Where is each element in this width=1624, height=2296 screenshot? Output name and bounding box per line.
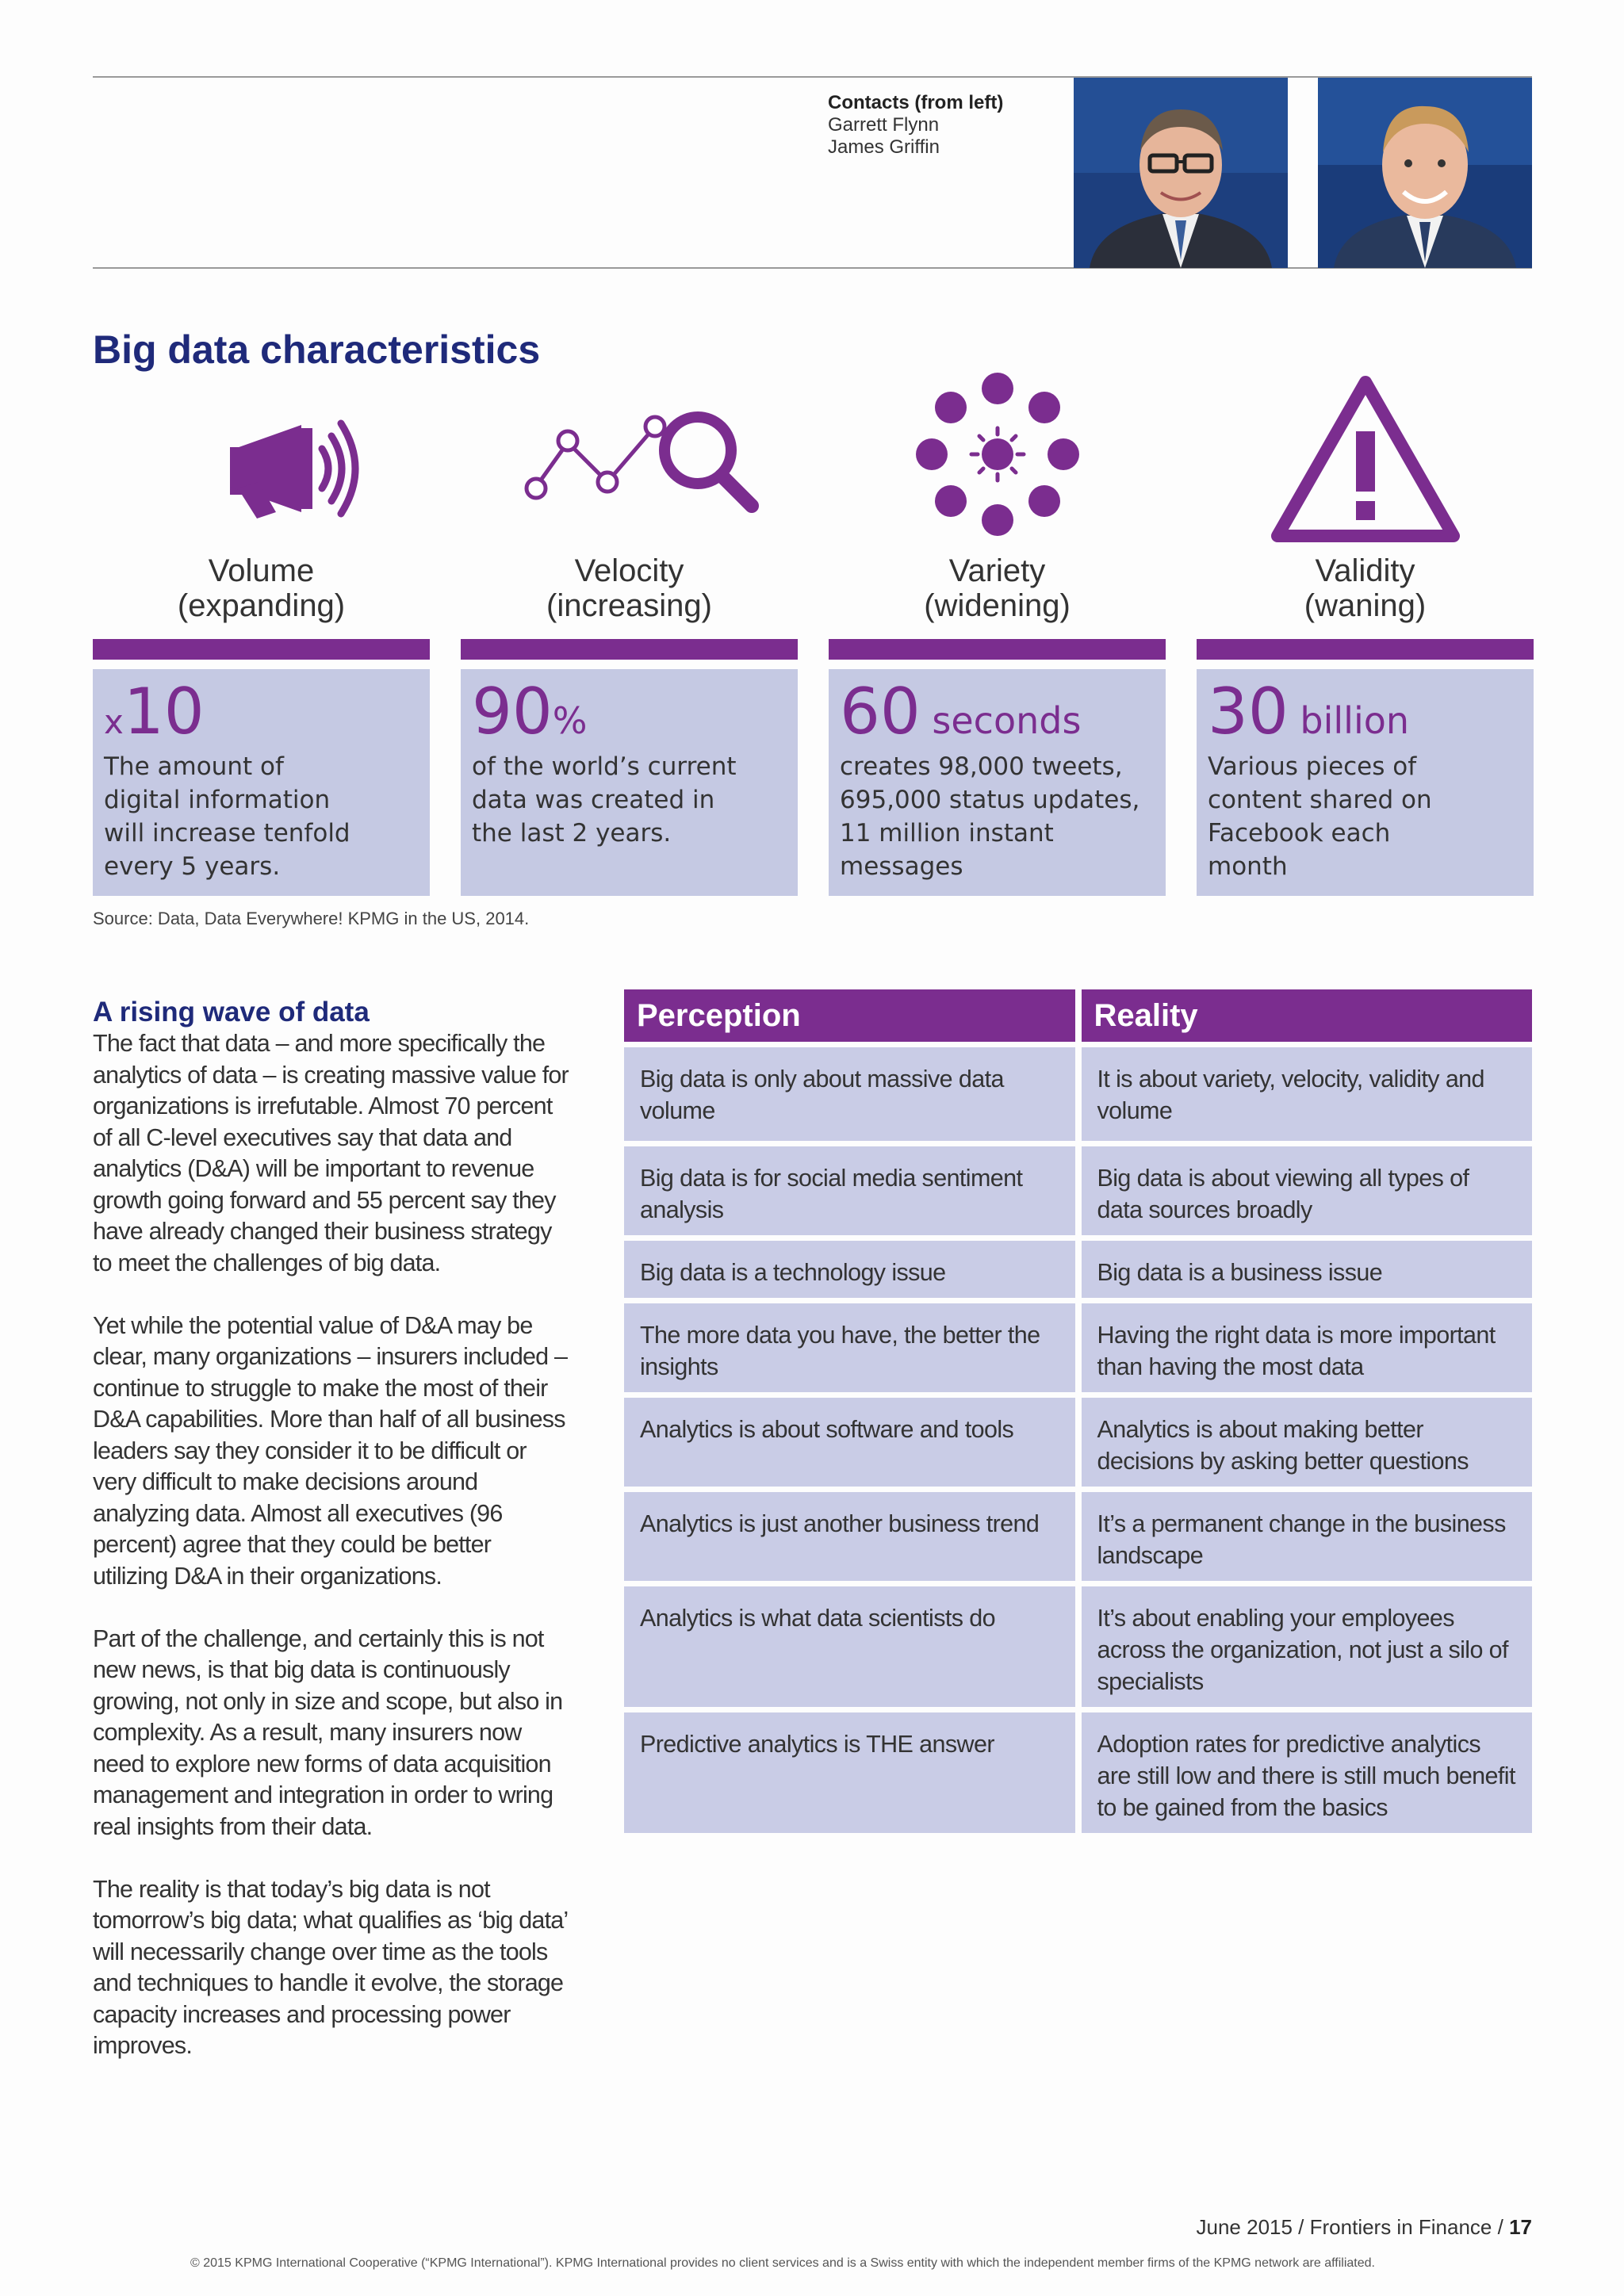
perception-cell: Big data is only about massive data volume: [624, 1047, 1075, 1141]
stat-box: [829, 669, 1166, 896]
contact-name: Garrett Flynn: [828, 114, 940, 136]
article-paragraph: Part of the challenge, and certainly this is not new news, is that big data is continuously growing, not only in size and scope, but also in complexity. As a result, many insurers now need to explore new forms of data acquisition management and integration in order to wring real insights from their data.: [93, 1624, 563, 1840]
perception-reality-table: [624, 989, 1532, 1833]
contacts-bottom-rule: [93, 267, 1532, 269]
article-paragraph: Yet while the potential value of D&A may be clear, many organizations – insurers included – continue to struggle to make the most of their D&A capabilities. More than half of all business leaders say they consider it to be difficult or very difficult to make decisions around analyzing data. Almost all executives (96 percent) agree that they could be better utilizing D&A in their organizations.: [93, 1311, 568, 1590]
portrait-image: [1074, 78, 1288, 268]
perception-cell: Analytics is just another business trend: [624, 1492, 1075, 1581]
stat-value: 30 billion: [1208, 675, 1410, 748]
characteristic-name: Variety: [948, 553, 1046, 588]
table-row: [624, 1398, 1532, 1487]
copyright-notice: © 2015 KPMG International Cooperative (“KPMG International”). KPMG International provides no client services and is a Swiss entity with which the independent member firms of the KPMG network are affiliated.: [190, 2256, 1375, 2270]
characteristic-trend: (increasing): [546, 588, 712, 623]
issue-label: June 2015 / Frontiers in Finance /: [1196, 2215, 1503, 2239]
stat-box: [461, 669, 798, 896]
characteristic-name: Velocity: [574, 553, 684, 588]
contacts-block: [828, 92, 1003, 159]
table-row: [624, 1492, 1532, 1581]
perception-cell: Big data is for social media sentiment analysis: [624, 1146, 1075, 1235]
accent-bar: [1197, 639, 1534, 660]
article-paragraph: The reality is that today’s big data is not tomorrow’s big data; what qualifies as ‘big data’ will necessarily change over time as the tools and techniques to handle it evolve, the storage capacity increases and processing power improves.: [93, 1875, 568, 2059]
table-row: [624, 1146, 1532, 1235]
reality-cell: Adoption rates for predictive analytics are still low and there is still much benefit to be gained from the basics: [1082, 1712, 1533, 1833]
reality-cell: Big data is about viewing all types of data sources broadly: [1082, 1146, 1533, 1235]
line-magnifier-icon: [487, 393, 772, 536]
characteristic-trend: (expanding): [177, 588, 346, 623]
header-reality: Reality: [1082, 989, 1533, 1042]
stat-box: [93, 669, 430, 896]
stat-value: 90%: [472, 675, 588, 748]
page-footer: [1197, 2215, 1532, 2240]
characteristic-name: Volume: [208, 553, 315, 588]
stat-value: 60 seconds: [840, 675, 1082, 748]
header-perception: Perception: [624, 989, 1075, 1042]
page-number: 17: [1509, 2215, 1532, 2239]
perception-cell: Analytics is about software and tools: [624, 1398, 1075, 1487]
warning-triangle-icon: [1266, 371, 1465, 545]
table-header: [624, 989, 1532, 1042]
accent-bar: [93, 639, 430, 660]
section-title: Big data characteristics: [93, 327, 541, 372]
stat-description: Various pieces of content shared on Facebook each month: [1208, 752, 1432, 881]
stat-description: The amount of digital information will increase tenfold every 5 years.: [104, 752, 350, 881]
reality-cell: Having the right data is more important than having the most data: [1082, 1303, 1533, 1392]
characteristic-trend: (widening): [924, 588, 1071, 623]
stat-value: x10: [104, 675, 205, 748]
table-row: [624, 1712, 1532, 1833]
accent-bar: [829, 639, 1166, 660]
article: [93, 997, 569, 2093]
dots-burst-icon: [910, 371, 1085, 545]
table-row: [624, 1241, 1532, 1298]
portrait-image: [1318, 78, 1532, 268]
reality-cell: It is about variety, velocity, validity and volume: [1082, 1047, 1533, 1141]
contact-name: James Griffin: [828, 136, 940, 158]
contact-photo-garrett-flynn: [1074, 78, 1288, 268]
table-row: [624, 1303, 1532, 1392]
reality-cell: Analytics is about making better decisions by asking better questions: [1082, 1398, 1533, 1487]
top-rule: [93, 76, 1532, 78]
perception-cell: Predictive analytics is THE answer: [624, 1712, 1075, 1833]
perception-cell: Big data is a technology issue: [624, 1241, 1075, 1298]
reality-cell: Big data is a business issue: [1082, 1241, 1533, 1298]
characteristic-name: Validity: [1315, 553, 1415, 588]
stat-description: creates 98,000 tweets, 695,000 status updates, 11 million instant messages: [840, 752, 1140, 881]
reality-cell: It’s about enabling your employees across the organization, not just a silo of specialists: [1082, 1586, 1533, 1707]
stat-description: of the world’s current data was created in the last 2 years.: [472, 752, 737, 848]
contact-photo-james-griffin: [1318, 78, 1532, 268]
table-row: [624, 1586, 1532, 1707]
article-paragraph: The fact that data – and more specifically the analytics of data – is creating massive value for organizations is irrefutable. Almost 70 percent of all C-level executives say that data and analytics (D&A) will be important to revenue growth going forward and 55 percent say they have already changed their business strategy to meet the challenges of big data.: [93, 1030, 569, 1276]
table-row: [624, 1047, 1532, 1141]
article-heading: A rising wave of data: [93, 997, 370, 1027]
reality-cell: It’s a permanent change in the business landscape: [1082, 1492, 1533, 1581]
accent-bar: [461, 639, 798, 660]
perception-cell: Analytics is what data scientists do: [624, 1586, 1075, 1707]
source-note: Source: Data, Data Everywhere! KPMG in the US, 2014.: [93, 909, 530, 928]
stat-box: [1197, 669, 1534, 896]
contacts-heading: Contacts (from left): [828, 92, 1004, 113]
perception-cell: The more data you have, the better the insights: [624, 1303, 1075, 1392]
characteristic-trend: (waning): [1304, 588, 1427, 623]
megaphone-icon: [159, 393, 365, 536]
